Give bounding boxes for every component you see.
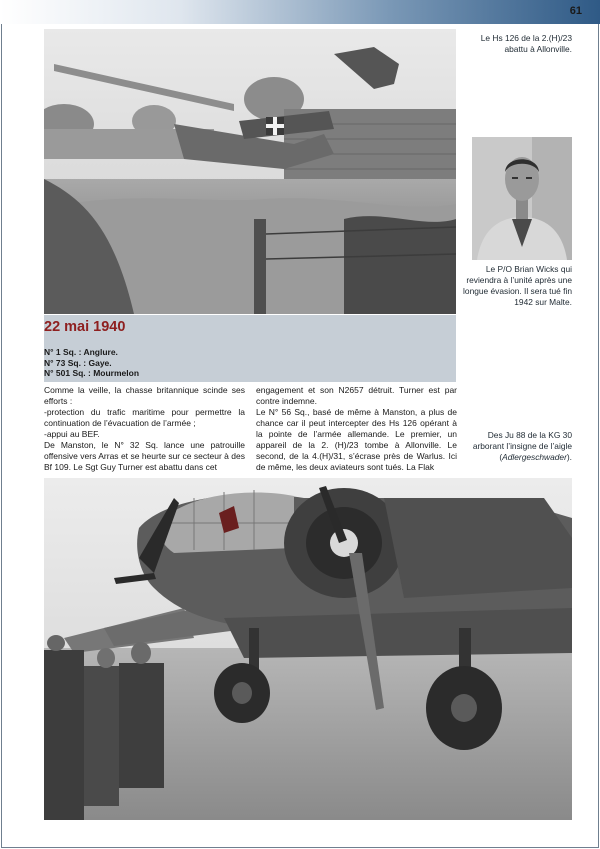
header-bar (0, 0, 600, 24)
body-paragraph: -protection du trafic maritime pour permettre la continuation de l’évacuation de l’armée ; (44, 407, 245, 428)
body-paragraph: Le N° 56 Sq., basé de même à Manston, a plus de chance car il peut intercepter des Hs 126 opérant à la pointe de l’armée allemande. Le premier, un appareil de la 2. (H)/23 tombe à Allonville. Le second, de la 4.(H)/31, s’écrase près de Warlus. Ici de même, les deux aviateurs sont tués. La Flak (256, 407, 457, 472)
body-paragraph: engagement et son N2657 détruit. Turner est par contre indemne. (256, 385, 457, 406)
squadron-entry: N° 501 Sq. : Mourmelon (44, 368, 140, 378)
body-paragraph: De Manston, le N° 32 Sq. lance une patrouille offensive vers Arras et se heurte sur ce secteur à des Bf 109. Le Sgt Guy Turner est abattu dans cet (44, 440, 245, 472)
squadron-entry: N° 1 Sq. : Anglure. (44, 347, 118, 357)
caption-ju88-italic: Adlergeschwader (502, 452, 567, 462)
caption-wicks: Le P/O Brian Wicks qui reviendra à l’unité après une longue évasion. Il sera tué fin 1942 sur Malte. (463, 264, 572, 307)
date-section (44, 315, 456, 382)
body-paragraph: -appui au BEF. (44, 429, 100, 439)
body-paragraph: Comme la veille, la chasse britannique scinde ses efforts : (44, 385, 245, 406)
body-column-left (44, 385, 245, 473)
caption-ju88 (462, 430, 572, 463)
photo-ju88-image (44, 478, 572, 820)
page-number: 61 (569, 5, 582, 17)
photo-hs126-crash (44, 29, 456, 314)
photo-hs126-crash-image (44, 29, 456, 314)
caption-ju88-prefix: Des Ju 88 de la KG 30 arborant l’insigne de l’aigle ( (472, 430, 572, 462)
photo-portrait-wicks-image (472, 137, 572, 260)
body-column-right (256, 385, 457, 473)
photo-portrait-wicks (472, 137, 572, 260)
photo-ju88 (44, 478, 572, 820)
caption-ju88-suffix: ). (566, 452, 572, 462)
date-heading: 22 mai 1940 (44, 319, 126, 335)
caption-hs126: Le Hs 126 de la 2.(H)/23 abattu à Allonville. (480, 33, 572, 54)
squadron-entry: N° 73 Sq. : Gaye. (44, 357, 112, 368)
squadron-list (44, 347, 139, 379)
